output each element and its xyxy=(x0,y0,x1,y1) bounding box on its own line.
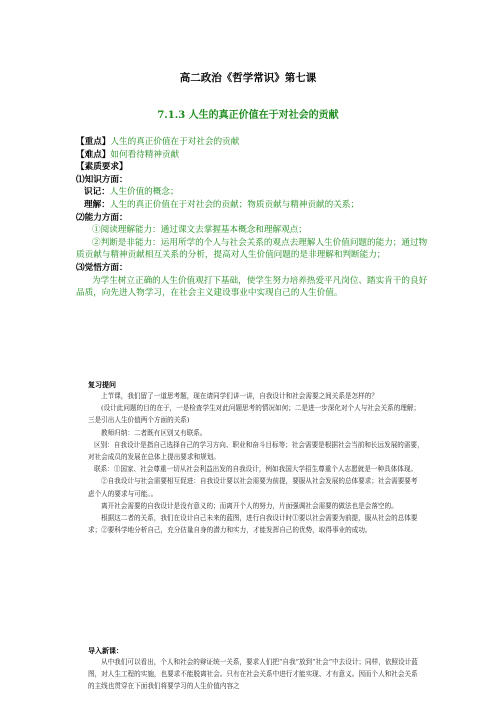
awareness-text: 为学生树立正确的人生价值观打下基础，使学生努力培养热爱平凡岗位、踏实肯干的良好品质，向先进人物学习，在社会主义建设事业中实现自己的人生价值。 xyxy=(76,275,428,299)
quality-requirements-label: 【素质要求】 xyxy=(76,162,128,173)
key-point-label: 【重点】 xyxy=(76,137,111,147)
review-paragraph-2: (设计此问题的目的在于，一是检查学生对此问题思考的情况如何；二是进一步深化对个人与社会关系的理解；三是引出人生价值两个方面的关系) xyxy=(88,404,421,425)
ability-item-2: ②判断是非能力：运用所学的个人与社会关系的观点去理解人生价值问题的能力；通过物质贡献与精神贡献相互关系的分析，提高对人生价值问题的是非理解和判断能力； xyxy=(76,237,428,261)
recognize-label: 识记： xyxy=(84,187,110,198)
difficult-point-text: 如何看待精神贡献 xyxy=(110,149,180,160)
recognize-text: 人生价值的概念； xyxy=(109,187,179,198)
understand-label: 理解： xyxy=(84,199,110,210)
page-title: 高二政治《哲学常识》第七课 xyxy=(179,72,317,84)
review-paragraph-5: 联系：①国家、社会尊重一切从社会利益出发的自我设计，例如我国大学招生尊重个人志愿就是一种具体体现。 xyxy=(94,465,418,474)
intro-heading: 导入新课： xyxy=(88,646,123,655)
review-paragraph-4: 区别：自我设计是指自己选择自己的学习方向、职业和奋斗目标等；社会需要是根据社会当前和长远发展的需要，对社会成员的发展在总体上提出要求和规划。 xyxy=(88,440,424,462)
review-paragraph-1: 上节课，我们留了一道思考题，现在请同学们讲一讲，自我设计和社会需要之间关系是怎样的？ xyxy=(101,392,378,400)
ability-heading: ⑵能力方面： xyxy=(76,212,128,223)
objectives-section xyxy=(76,136,428,300)
intro-section xyxy=(88,646,424,693)
understand-text: 人生的真正价值在于对社会的贡献；物质贡献与精神贡献的关系； xyxy=(109,199,360,210)
review-paragraph-8: 根据这二者的关系，我们在设计自己未来的蓝图，进行自我设计时①要以社会需要为前提，服从社会的总体要求；②要科学地分析自己，充分估量自身的潜力和实力，才能发挥自己的优势，取得事业的成功。 xyxy=(88,514,418,535)
review-paragraph-6: ②自我设计与社会需要相互促进：自我设计要以社会需要为前提，要服从社会发展的总体要求；社会需要要考虑个人的要求与可能。。 xyxy=(88,477,418,498)
lesson-subtitle: 7.1.3 人生的真正价值在于对社会的贡献 xyxy=(157,110,339,121)
review-paragraph-3: 教师归纳：二者既有区别又有联系。 xyxy=(101,428,207,437)
review-heading: 复习提问 xyxy=(88,380,116,389)
review-section xyxy=(88,380,424,536)
awareness-heading: ⑶觉悟方面： xyxy=(76,262,128,273)
key-point-text: 人生的真正价值在于对社会的贡献 xyxy=(110,137,240,147)
knowledge-heading: ⑴知识方面： xyxy=(76,174,128,185)
review-paragraph-7: 离开社会需要的自我设计是没有意义的；而离开个人的努力，片面强调社会需要的做法也是会落空的。 xyxy=(101,501,398,510)
ability-item-1: ①阅读理解能力：通过课文去掌握基本概念和理解观点； xyxy=(92,225,307,236)
difficult-point-label: 【难点】 xyxy=(76,149,111,160)
intro-paragraph-1: 从中我们可以看出，个人和社会的辩证统一关系，要求人们把“自我”放到“社会”中去设计；同样，依照设计蓝图，对人生工程的实施，也要求不能脱离社会。只有在社会关系中进行才能实现、才有意义。因而个人和社会关系的主线也贯穿在下面我们将要学习的人生价值内容之 xyxy=(88,658,418,691)
